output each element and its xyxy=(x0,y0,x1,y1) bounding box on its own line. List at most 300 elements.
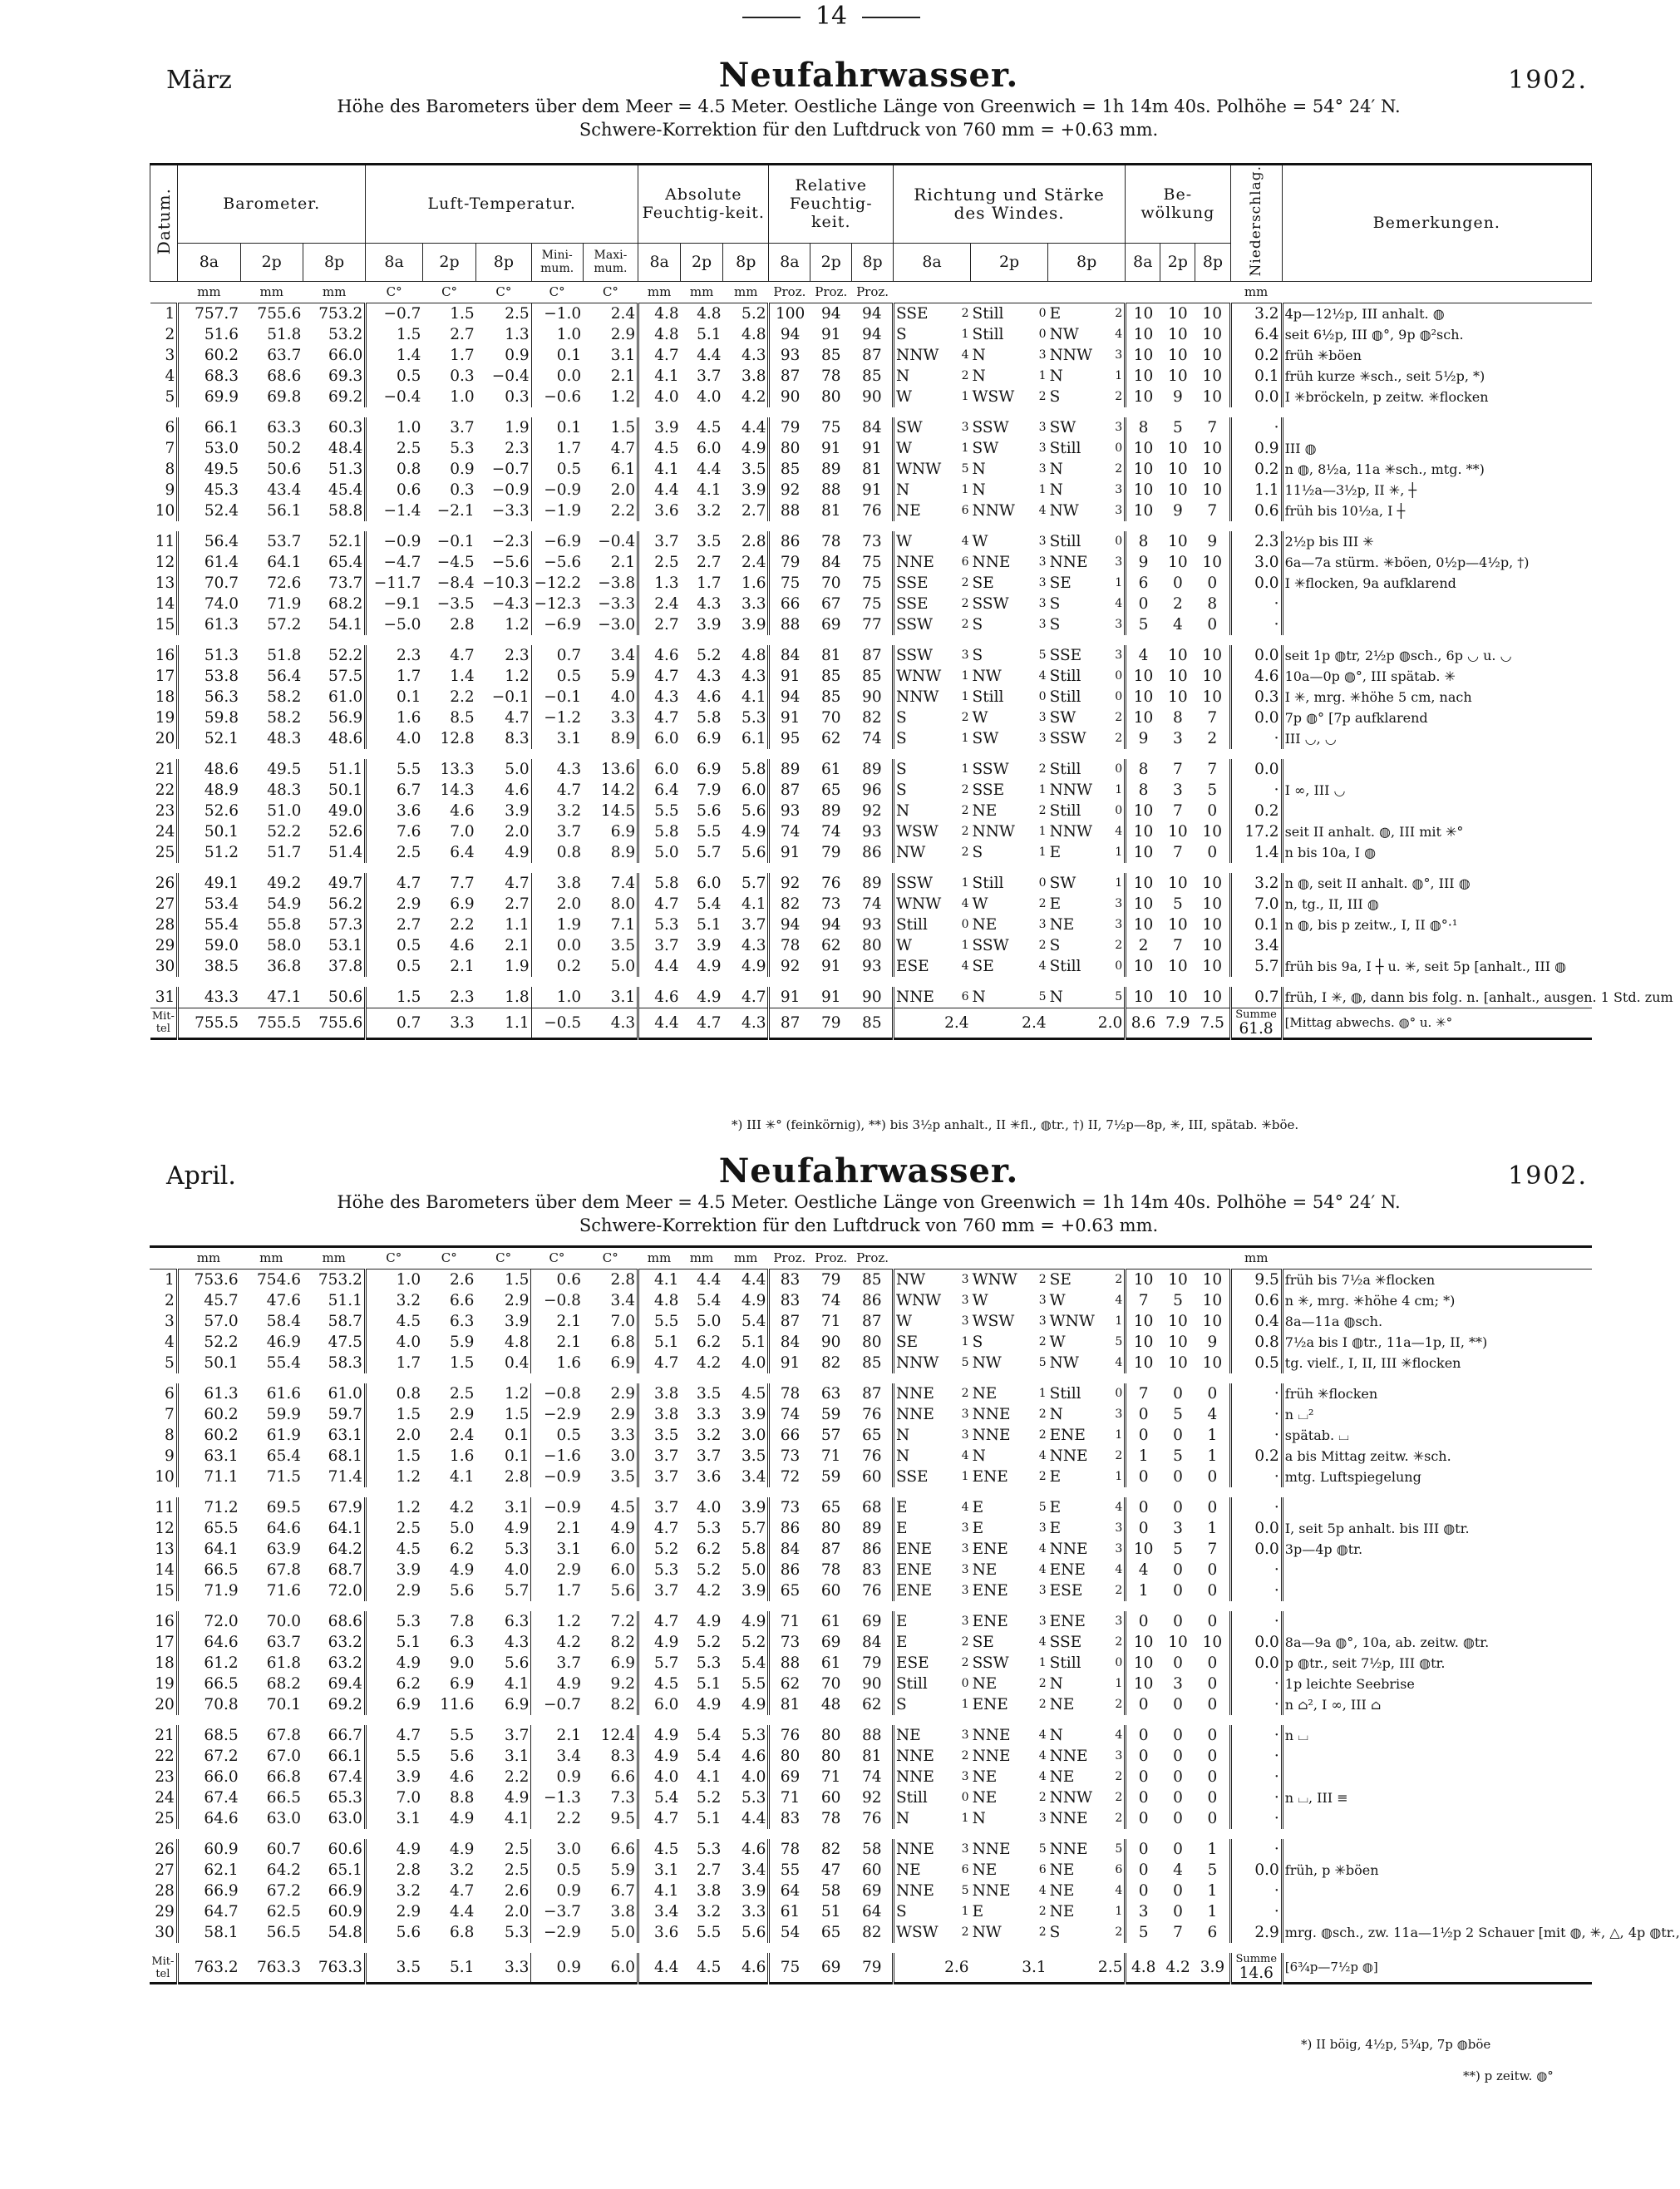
table-cell: −12.2 xyxy=(531,573,583,594)
table-cell: 83 xyxy=(769,1270,810,1291)
table-cell: · xyxy=(1230,1425,1282,1446)
table-cell: 91 xyxy=(769,982,810,1008)
table-cell: 4.2 xyxy=(531,1632,583,1653)
table-row xyxy=(150,1539,1592,1560)
mittel-tmin: −0.5 xyxy=(531,1008,583,1038)
table-cell: 85 xyxy=(862,1271,882,1289)
mittel-w2p: 2.4 xyxy=(971,1008,1048,1038)
table-cell: 10 xyxy=(1168,688,1188,706)
table-cell: 0.1 xyxy=(366,687,423,707)
table-cell: −0.8 xyxy=(531,1378,583,1404)
table-cell: 74 xyxy=(769,821,810,842)
table-cell: 0 xyxy=(1173,1696,1183,1713)
table-cell: 0.3 xyxy=(450,367,475,385)
table-cell: Still xyxy=(1049,688,1081,706)
table-cell: 65.4 xyxy=(266,1447,301,1465)
table-cell: 6 xyxy=(1038,1863,1047,1876)
table-cell: 61.0 xyxy=(328,688,363,706)
mittel-a8a: 4.4 xyxy=(638,1948,680,1984)
table-cell: 3.9 xyxy=(365,1560,422,1580)
table-cell: −1.2 xyxy=(531,707,583,728)
temperature-header: Luft-Temperatur. xyxy=(366,165,638,244)
table-cell: 5.9 xyxy=(610,1861,635,1879)
table-cell: W xyxy=(972,708,988,727)
table-cell: 0 xyxy=(1126,594,1160,614)
table-cell: S xyxy=(893,1901,948,1922)
page-number: 14 xyxy=(0,2,1663,31)
table-cell: 69.2 xyxy=(328,1696,362,1713)
table-cell: 0.0 xyxy=(1230,573,1282,594)
table-cell: früh, p ✳böen xyxy=(1282,1860,1592,1881)
mittel-t2p: 3.3 xyxy=(422,1008,475,1038)
table-cell: N xyxy=(972,346,986,364)
table-cell: 6.9 xyxy=(697,760,722,778)
table-cell: · xyxy=(1230,614,1282,640)
table-cell: 1.4 xyxy=(1230,842,1282,868)
table-cell: 82 xyxy=(820,1354,841,1372)
table-cell: 23 xyxy=(155,1768,175,1786)
table-cell: 10 xyxy=(1126,982,1160,1008)
table-cell: 58.7 xyxy=(328,1313,362,1330)
table-cell: 5.0 xyxy=(449,1520,475,1537)
table-cell: 22 xyxy=(155,781,175,799)
table-cell: seit 1p ◍tr, 2½p ◍sch., 6p ◡ u. ◡ xyxy=(1282,640,1591,666)
table-cell: 50.2 xyxy=(267,439,302,457)
table-cell: 7 xyxy=(1172,936,1183,954)
table-cell: 3 xyxy=(1038,575,1047,589)
table-cell: 4.5 xyxy=(638,438,681,459)
table-cell: 60.2 xyxy=(177,1404,239,1425)
table-cell: 2 xyxy=(1038,1273,1047,1286)
table-row xyxy=(150,526,1592,552)
table-cell: 85 xyxy=(820,667,841,685)
table-cell: 14.3 xyxy=(440,781,475,799)
table-cell: 1 xyxy=(1038,1387,1047,1400)
table-cell: SW xyxy=(1049,418,1076,436)
table-cell: 1 xyxy=(961,1812,969,1825)
table-cell: 86 xyxy=(862,843,882,861)
table-cell: 3.1 xyxy=(531,728,583,754)
table-cell: 30 xyxy=(155,1924,175,1941)
table-cell: 5.2 xyxy=(741,304,766,323)
table-cell: 0 xyxy=(1207,843,1218,861)
table-cell: 28 xyxy=(155,1882,175,1900)
table-cell: 5.0 xyxy=(610,1924,635,1941)
table-row xyxy=(150,594,1592,614)
table-cell: 87 xyxy=(862,1313,882,1330)
table-cell: 71 xyxy=(820,1768,841,1786)
table-cell: S xyxy=(1049,594,1061,613)
table-cell: W xyxy=(894,387,948,412)
table-cell: 4.8 xyxy=(741,646,766,664)
table-cell: 78 xyxy=(820,1810,841,1827)
table-cell: 64.6 xyxy=(177,1808,239,1834)
table-cell: 2.6 xyxy=(449,1271,475,1289)
april-footnote-2: **) p zeitw. ◍° xyxy=(1463,2068,1554,2083)
table-cell: 63.2 xyxy=(328,1654,362,1672)
table-cell: 8.5 xyxy=(450,708,475,727)
table-cell: 4.3 xyxy=(741,667,766,685)
table-cell: W xyxy=(893,1311,948,1332)
table-cell: 4.9 xyxy=(638,1746,680,1767)
table-cell: 60.7 xyxy=(266,1841,301,1858)
table-cell: 84 xyxy=(862,1634,882,1651)
table-cell: 6 xyxy=(1115,1863,1123,1876)
table-cell xyxy=(1282,801,1591,821)
table-cell: 3.1 xyxy=(504,1499,530,1516)
table-cell: 4.6 xyxy=(638,982,681,1008)
table-cell: W xyxy=(1049,1334,1066,1351)
table-cell: 0.8 xyxy=(531,842,583,868)
table-cell: 5 xyxy=(164,1354,175,1372)
table-cell: 4.6 xyxy=(741,1841,766,1858)
table-cell: 94 xyxy=(769,687,810,707)
table-cell: S xyxy=(972,843,983,861)
table-cell: 0.5 xyxy=(366,366,423,387)
table-cell: 72.0 xyxy=(328,1582,362,1600)
table-cell: 89 xyxy=(820,460,841,478)
table-cell: 4.5 xyxy=(365,1311,422,1332)
table-cell: 3.5 xyxy=(697,1385,722,1403)
table-row xyxy=(150,1492,1592,1518)
table-cell: 5.6 xyxy=(449,1748,475,1765)
table-cell: 63.9 xyxy=(266,1541,301,1558)
table-cell: 5.4 xyxy=(697,1748,722,1765)
table-cell: 5.6 xyxy=(610,1582,635,1600)
table-cell: 1 xyxy=(961,1905,969,1918)
table-cell: 25 xyxy=(155,1810,175,1827)
table-cell: −0.7 xyxy=(491,460,530,478)
table-cell: 5.3 xyxy=(504,1541,530,1558)
table-cell: 78 xyxy=(820,532,841,550)
table-cell: 3 xyxy=(961,1408,969,1421)
table-cell: 4.9 xyxy=(504,1789,530,1807)
table-cell: 7 xyxy=(1207,501,1218,520)
table-cell: 5.2 xyxy=(697,1634,722,1651)
table-cell: 0 xyxy=(1173,1582,1183,1600)
table-cell: SE xyxy=(972,574,994,592)
table-cell: 0.1 xyxy=(504,1427,530,1444)
table-cell: E xyxy=(1049,304,1062,323)
table-cell: 2 xyxy=(961,368,969,382)
table-cell: 71 xyxy=(769,1787,810,1808)
table-cell: E xyxy=(893,1518,948,1539)
table-cell: 4.9 xyxy=(638,1720,680,1746)
table-row xyxy=(150,1674,1592,1694)
table-cell: NNW xyxy=(894,687,948,707)
table-cell: 10 xyxy=(1202,1292,1223,1309)
table-cell: 3.8 xyxy=(638,1404,680,1425)
table-cell: 7.4 xyxy=(610,874,636,892)
table-cell: 4p—12½p, III anhalt. ◍ xyxy=(1282,303,1591,324)
table-cell: 5.3 xyxy=(638,1560,680,1580)
table-cell: 3 xyxy=(1115,555,1123,569)
mittel-b8a: 755.5 xyxy=(178,1008,240,1038)
table-cell: 2.5 xyxy=(504,1861,530,1879)
table-cell: 2.1 xyxy=(610,553,636,571)
table-cell: 15 xyxy=(155,615,175,634)
table-cell: 61.3 xyxy=(178,614,240,640)
table-cell xyxy=(1282,1606,1592,1632)
table-cell: 66 xyxy=(769,1425,810,1446)
table-cell: 64.6 xyxy=(177,1632,239,1653)
table-cell: 0.2 xyxy=(1230,801,1282,821)
table-cell: 4.9 xyxy=(365,1834,422,1860)
table-cell: 10 xyxy=(1202,822,1222,841)
table-cell: 7 xyxy=(1207,418,1218,436)
table-cell: 4.7 xyxy=(505,708,530,727)
table-cell: 3 xyxy=(961,1521,969,1535)
mittel-tmax: 6.0 xyxy=(583,1948,638,1984)
table-cell: 95 xyxy=(769,728,810,754)
table-cell: 4.4 xyxy=(638,480,681,500)
table-cell: 5.2 xyxy=(697,1561,722,1579)
table-cell: 6.3 xyxy=(504,1613,530,1630)
table-cell: 64.2 xyxy=(328,1541,362,1558)
table-cell: E xyxy=(1049,895,1062,913)
table-cell: 66.8 xyxy=(266,1768,301,1786)
table-cell: 4.1 xyxy=(449,1468,475,1486)
table-cell: 10 xyxy=(1168,988,1188,1006)
table-cell: 4.0 xyxy=(638,387,681,412)
table-cell: 93 xyxy=(862,915,882,934)
table-cell: 61.9 xyxy=(266,1427,301,1444)
table-cell: 3.2 xyxy=(697,1903,722,1920)
table-cell: 4 xyxy=(1038,1542,1047,1555)
mittel-t8a: 3.5 xyxy=(365,1948,422,1984)
table-cell: 70.8 xyxy=(177,1694,239,1720)
table-cell: 89 xyxy=(820,801,841,820)
table-cell: 2.9 xyxy=(366,894,423,915)
april-info-line2: Schwere-Korrektion für den Luftdruck von 760 mm = +0.63 mm. xyxy=(579,1215,1159,1235)
table-cell: 4.3 xyxy=(741,346,766,364)
table-cell: NNE xyxy=(972,1748,1011,1765)
table-cell: 4.4 xyxy=(638,956,681,982)
table-cell: 5.7 xyxy=(697,843,722,861)
table-cell: · xyxy=(1230,1378,1282,1404)
table-cell: 3.4 xyxy=(610,1292,635,1309)
table-cell: 9 xyxy=(164,1447,175,1465)
table-cell: a bis Mittag zeitw. ✳sch. xyxy=(1282,1446,1592,1467)
table-cell: 79 xyxy=(820,843,841,861)
table-cell: 3.1 xyxy=(365,1808,422,1834)
table-cell: 5 xyxy=(165,387,175,406)
table-cell: 3 xyxy=(961,1615,969,1628)
table-cell: 2 xyxy=(164,1292,175,1309)
table-cell: 3 xyxy=(1115,1615,1123,1628)
table-cell: E xyxy=(972,1520,984,1537)
table-cell: 5.1 xyxy=(741,1334,766,1351)
table-cell: 0.3 xyxy=(450,481,475,499)
table-cell: ENE xyxy=(1049,1427,1086,1444)
table-cell: 4 xyxy=(961,348,969,362)
table-cell: 80 xyxy=(769,438,810,459)
table-cell: 1.2 xyxy=(504,1385,530,1403)
table-cell: −0.9 xyxy=(491,481,530,499)
table-cell: 71 xyxy=(820,1313,841,1330)
table-cell: 71.4 xyxy=(328,1468,362,1486)
table-cell: 2 xyxy=(961,782,969,796)
table-cell: 4.2 xyxy=(741,387,766,406)
table-cell: 1.2 xyxy=(531,1606,583,1632)
table-cell: 50.6 xyxy=(267,460,302,478)
table-cell: 0 xyxy=(1173,1613,1183,1630)
table-cell: 5 xyxy=(961,1884,969,1897)
table-cell: 11 xyxy=(155,1499,175,1516)
table-cell: 8 xyxy=(1172,708,1183,727)
march-info-line2: Schwere-Korrektion für den Luftdruck von 760 mm = +0.63 mm. xyxy=(579,120,1159,140)
table-cell: 51.1 xyxy=(328,1292,362,1309)
table-cell: 43.3 xyxy=(178,982,240,1008)
table-cell: 71.6 xyxy=(266,1582,301,1600)
table-cell: −2.9 xyxy=(531,1922,583,1948)
table-cell: 5 xyxy=(1173,1541,1183,1558)
rel-humidity-header: Relative Feuchtig-keit. xyxy=(769,165,894,244)
table-cell: 49.0 xyxy=(328,801,363,820)
table-cell: 5.5 xyxy=(365,1746,422,1767)
table-cell: 64.1 xyxy=(328,1520,362,1537)
table-cell: · xyxy=(1230,1834,1282,1860)
table-cell: 753.2 xyxy=(318,304,363,323)
table-cell: −10.3 xyxy=(481,574,530,592)
table-cell: 0.2 xyxy=(1230,1446,1282,1467)
table-cell: 63.7 xyxy=(266,1634,301,1651)
table-cell: NNE xyxy=(1049,553,1088,571)
table-cell: −1.4 xyxy=(366,500,423,526)
table-cell: 9 xyxy=(1172,501,1183,520)
table-cell: 10 xyxy=(1202,304,1222,323)
table-cell: 4.1 xyxy=(697,1768,722,1786)
table-cell: NNE xyxy=(1049,1447,1088,1465)
table-row xyxy=(150,1787,1592,1808)
table-cell: 0 xyxy=(1173,1841,1183,1858)
table-cell: 10 xyxy=(1126,801,1160,821)
table-cell: 5.5 xyxy=(697,1924,722,1941)
table-cell: 3 xyxy=(961,1770,969,1783)
table-cell: 71.5 xyxy=(266,1468,301,1486)
table-cell: 7 xyxy=(1172,760,1183,778)
table-cell: 5.8 xyxy=(638,868,681,894)
table-cell: WNW xyxy=(972,1271,1017,1289)
table-cell: 2.5 xyxy=(638,552,681,573)
table-cell: 5 xyxy=(1115,1335,1123,1348)
table-cell: 0 xyxy=(1126,1860,1160,1881)
table-cell: 7 xyxy=(1172,843,1183,861)
table-cell: 10 xyxy=(1202,1313,1223,1330)
table-row xyxy=(150,1746,1592,1767)
table-cell: 68.1 xyxy=(328,1447,362,1465)
table-cell: 2 xyxy=(961,803,969,817)
table-cell: −3.0 xyxy=(598,615,636,634)
table-cell: 6 xyxy=(1126,573,1160,594)
table-cell: 5.4 xyxy=(638,1787,680,1808)
table-cell: 91 xyxy=(862,439,882,457)
table-cell: 2 xyxy=(1038,1905,1047,1918)
table-cell: 20 xyxy=(155,1696,175,1713)
table-cell: n ⌴, III ≡ xyxy=(1282,1787,1592,1808)
table-cell: 7 xyxy=(1207,760,1218,778)
table-row xyxy=(150,801,1592,821)
mittel-w8a: 2.4 xyxy=(894,1008,971,1038)
table-cell: 92 xyxy=(769,956,810,982)
table-cell: 85 xyxy=(862,1354,882,1372)
table-cell: 5 xyxy=(1038,1501,1047,1514)
table-row xyxy=(150,1881,1592,1901)
table-cell: 4 xyxy=(1038,668,1047,683)
table-cell: 56.3 xyxy=(178,687,240,707)
table-cell: 10 xyxy=(1126,500,1160,526)
table-cell: 83 xyxy=(862,1561,882,1579)
table-cell: 71.1 xyxy=(177,1467,239,1492)
table-cell: 0 xyxy=(1126,1767,1160,1787)
table-cell: N xyxy=(972,1810,986,1827)
table-cell: 49.5 xyxy=(178,459,240,480)
table-cell: N xyxy=(1049,367,1063,385)
table-cell: 3.1 xyxy=(638,1860,680,1881)
table-cell: 68.7 xyxy=(328,1561,362,1579)
table-cell: 85 xyxy=(769,459,810,480)
table-cell: 62 xyxy=(862,1696,882,1713)
table-cell: 84 xyxy=(820,553,841,571)
mittel-r2p: 79 xyxy=(810,1008,852,1038)
sum-value: 61.8 xyxy=(1239,1019,1274,1038)
table-cell: S xyxy=(1049,387,1061,406)
table-cell: 5.3 xyxy=(741,1789,766,1807)
table-cell: 3.0 xyxy=(610,1447,635,1465)
table-cell: ENE xyxy=(972,1613,1008,1630)
table-cell: 10 xyxy=(1126,324,1160,345)
table-row xyxy=(150,500,1592,526)
table-cell: 49.5 xyxy=(267,760,302,778)
table-cell: 5 xyxy=(1172,418,1183,436)
mittel-b8a: 763.2 xyxy=(177,1948,239,1984)
table-cell: 2.1 xyxy=(505,936,530,954)
table-cell: 7.3 xyxy=(610,1789,635,1807)
table-cell: 60 xyxy=(862,1468,882,1486)
table-cell: NNW xyxy=(1049,781,1092,799)
table-cell: 24 xyxy=(155,1789,175,1807)
table-cell: 5.1 xyxy=(697,1810,722,1827)
table-cell: 4 xyxy=(961,1501,969,1514)
table-cell: 4.6 xyxy=(1230,666,1282,687)
table-cell: 5.1 xyxy=(697,325,722,343)
table-cell: 2.0 xyxy=(531,894,583,915)
mittel-w8p: 2.0 xyxy=(1048,1008,1126,1038)
table-cell: 7 xyxy=(165,439,175,457)
table-cell: 2 xyxy=(1038,803,1047,817)
table-cell: 10 xyxy=(1126,1674,1160,1694)
table-cell: 76 xyxy=(862,1447,882,1465)
table-cell: 73 xyxy=(862,532,882,550)
table-cell: 5.2 xyxy=(638,1539,680,1560)
table-cell: S xyxy=(894,754,948,780)
table-cell: 0.5 xyxy=(531,1860,583,1881)
table-cell: 14.2 xyxy=(600,781,636,799)
table-cell: 26 xyxy=(155,874,175,892)
table-cell: SSW xyxy=(894,640,948,666)
table-cell: 3 xyxy=(1038,917,1047,931)
table-cell: NE xyxy=(972,1385,998,1403)
table-cell: 0.6 xyxy=(366,480,423,500)
table-cell: −3.3 xyxy=(491,501,530,520)
mittel-t2p: 5.1 xyxy=(422,1948,475,1984)
table-cell: 7.0 xyxy=(365,1787,422,1808)
table-cell: 4.8 xyxy=(504,1334,530,1351)
table-cell: 1.0 xyxy=(450,387,475,406)
table-cell: 0.1 xyxy=(1230,366,1282,387)
table-cell: NNE xyxy=(972,1841,1011,1858)
table-cell: 65 xyxy=(820,1924,841,1941)
